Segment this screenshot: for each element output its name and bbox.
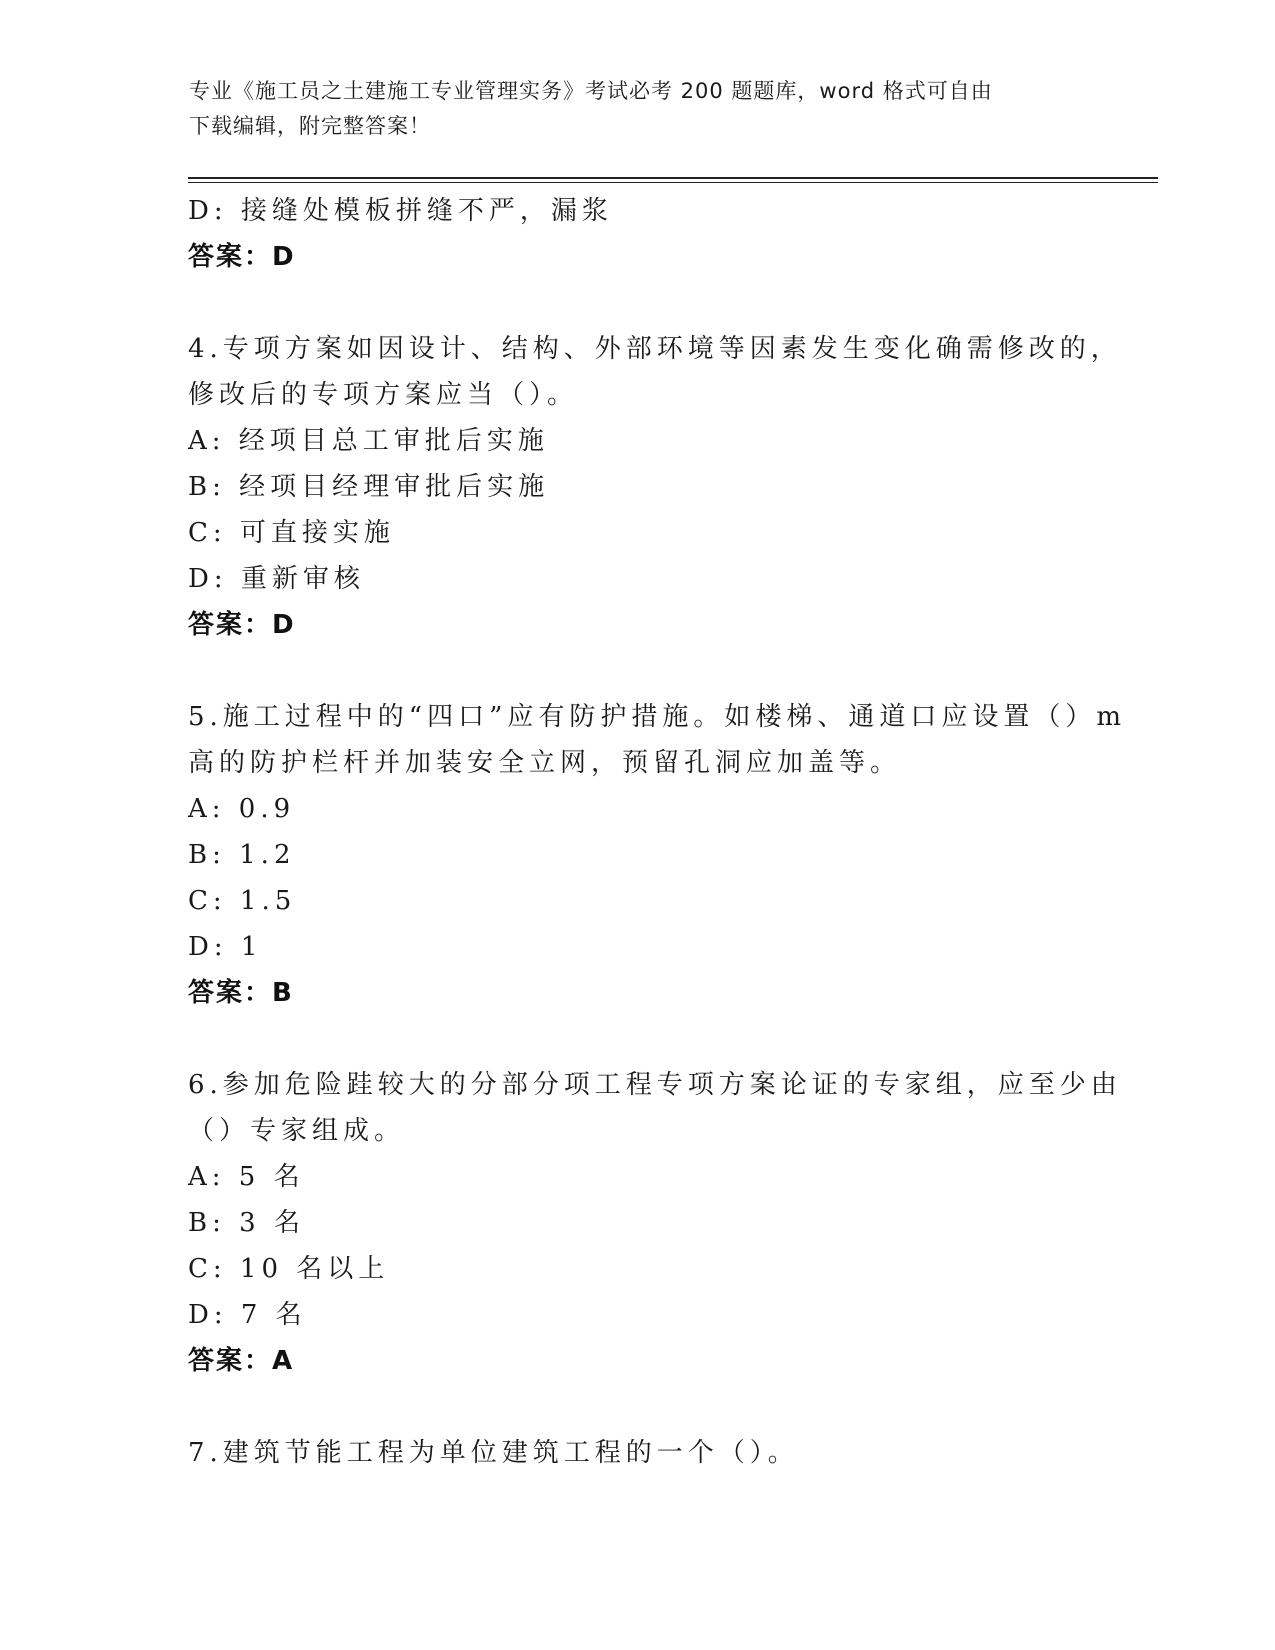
spacer bbox=[188, 648, 1088, 694]
option-c: C: 10 名以上 bbox=[188, 1254, 390, 1284]
question-stem-continued: 修改后的专项方案应当（）。 bbox=[188, 380, 579, 410]
option-a: A: 5 名 bbox=[188, 1162, 305, 1192]
document-body bbox=[188, 188, 1127, 1476]
question-stem-continued: （）专家组成。 bbox=[188, 1116, 406, 1146]
spacer bbox=[188, 1384, 1088, 1430]
option-d: D: 1 bbox=[188, 932, 263, 962]
question-stem: 7.建筑节能工程为单位建筑工程的一个（）。 bbox=[188, 1438, 799, 1468]
option-b: B: 3 名 bbox=[188, 1208, 305, 1238]
option-a: A: 0.9 bbox=[188, 794, 296, 824]
answer-line: 答案：D bbox=[188, 242, 296, 272]
question-5 bbox=[188, 694, 1127, 1016]
document-header bbox=[189, 74, 1089, 144]
option-b: B: 1.2 bbox=[188, 840, 296, 870]
question-7 bbox=[188, 1430, 1088, 1476]
question-stem-continued: 高的防护栏杆并加装安全立网，预留孔洞应加盖等。 bbox=[188, 748, 902, 778]
header-line-1: 专业《施工员之土建施工专业管理实务》考试必考 200 题题库，word 格式可自由 bbox=[189, 79, 993, 103]
spacer bbox=[188, 280, 1088, 326]
question-6 bbox=[188, 1062, 1122, 1384]
header-line-2: 下载编辑，附完整答案！ bbox=[189, 114, 431, 138]
question-stem: 6.参加危险跬较大的分部分项工程专项方案论证的专家组，应至少由 bbox=[188, 1070, 1122, 1100]
answer-line: 答案：A bbox=[188, 1346, 295, 1376]
answer-line: 答案：D bbox=[188, 610, 296, 640]
option-d: D: 重新审核 bbox=[188, 564, 365, 594]
option-d: D: 接缝处模板拼缝不严，漏浆 bbox=[188, 196, 613, 226]
spacer bbox=[188, 1016, 1088, 1062]
option-c: C: 可直接实施 bbox=[188, 518, 395, 548]
header-divider-thin bbox=[188, 182, 1158, 183]
option-b: B: 经项目经理审批后实施 bbox=[188, 472, 550, 502]
question-stem: 5.施工过程中的“四口”应有防护措施。如楼梯、通道口应设置（）m bbox=[188, 702, 1127, 732]
previous-question-tail bbox=[188, 188, 1088, 280]
answer-line: 答案：B bbox=[188, 978, 294, 1008]
question-4 bbox=[188, 326, 1122, 648]
header-divider-thick bbox=[188, 177, 1158, 179]
option-a: A: 经项目总工审批后实施 bbox=[188, 426, 549, 456]
option-d: D: 7 名 bbox=[188, 1300, 307, 1330]
option-c: C: 1.5 bbox=[188, 886, 297, 916]
question-stem: 4.专项方案如因设计、结构、外部环境等因素发生变化确需修改的， bbox=[188, 334, 1122, 364]
